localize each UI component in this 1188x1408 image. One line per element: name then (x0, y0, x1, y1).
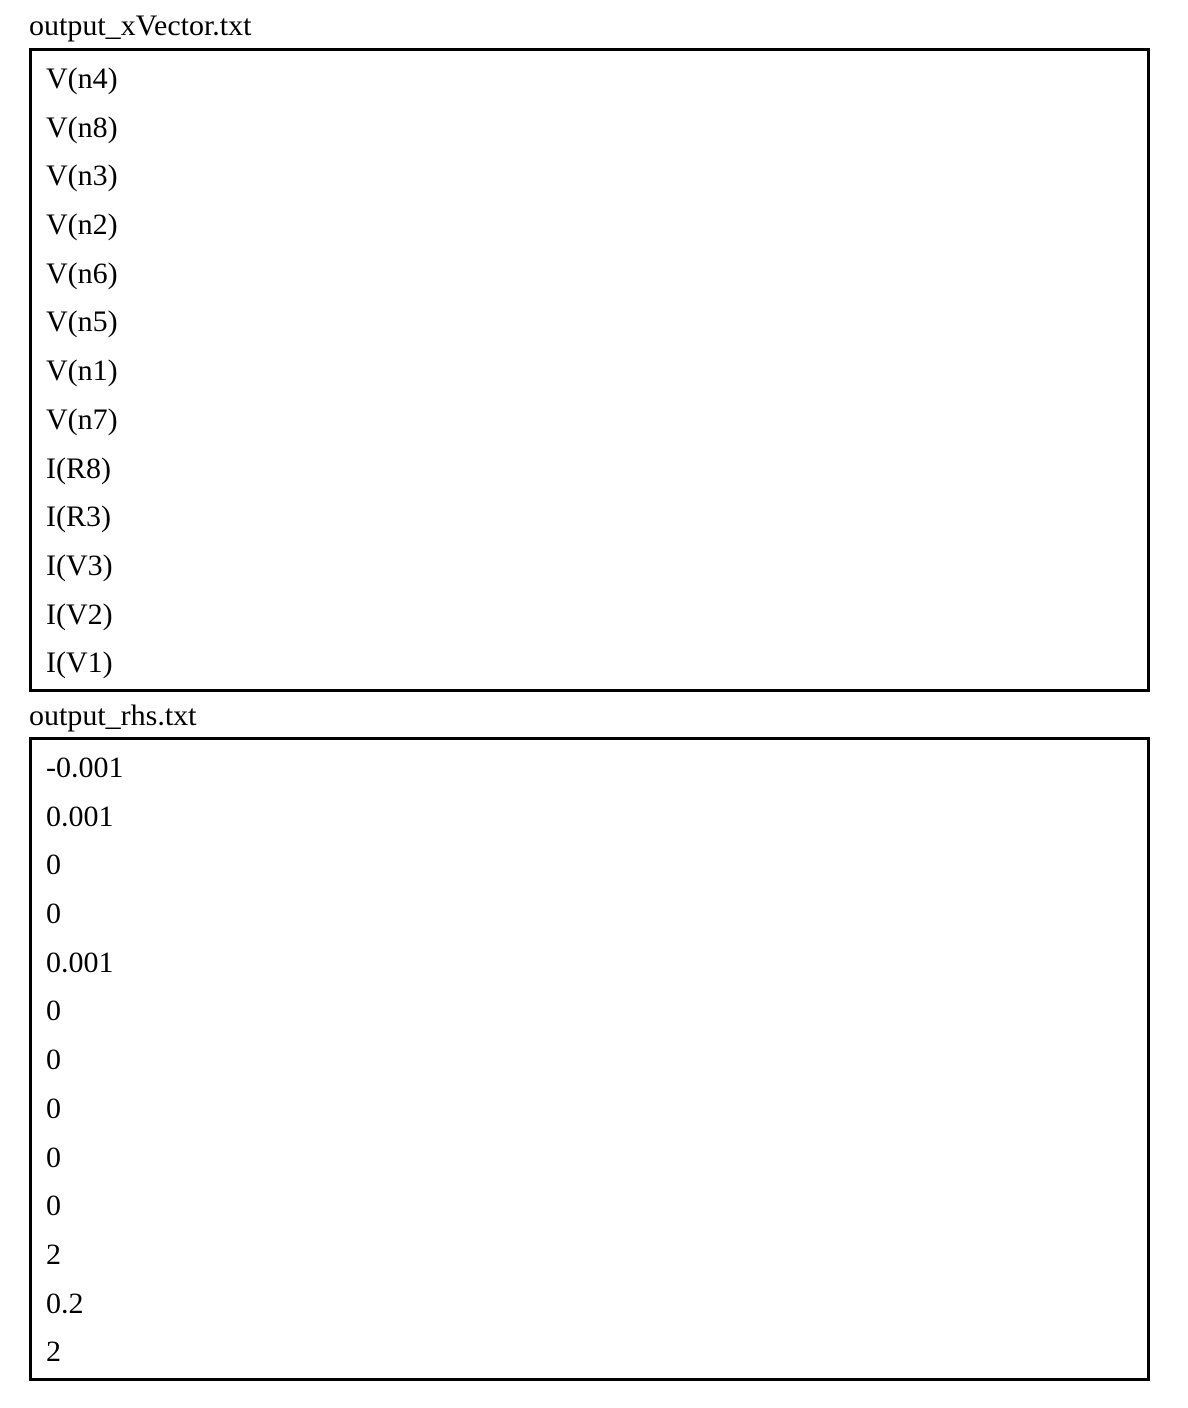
list-item: 0 (46, 994, 61, 1028)
list-item: I(V2) (46, 597, 113, 631)
list-item: 0 (46, 1091, 61, 1125)
file-content-rhs (29, 737, 1150, 1381)
list-item: 2 (46, 1237, 61, 1271)
file-content-xvector (29, 48, 1150, 692)
list-item: V(n6) (46, 256, 118, 290)
list-item: 0 (46, 848, 61, 882)
list-item: 0 (46, 1140, 61, 1174)
list-item: I(V3) (46, 548, 113, 582)
list-item: V(n3) (46, 159, 118, 193)
list-item: V(n7) (46, 402, 118, 436)
file-title-rhs: output_rhs.txt (29, 699, 197, 732)
list-item: 0 (46, 897, 61, 931)
list-item: 2 (46, 1335, 61, 1369)
list-item: V(n2) (46, 208, 118, 242)
list-item: V(n1) (46, 354, 118, 388)
list-item: 0.001 (46, 799, 114, 833)
list-item: 0 (46, 1189, 61, 1223)
file-title-xvector: output_xVector.txt (29, 9, 252, 42)
list-item: 0.001 (46, 945, 114, 979)
list-item: 0.2 (46, 1286, 84, 1320)
list-item: V(n4) (46, 62, 118, 95)
list-item: V(n8) (46, 110, 118, 144)
list-item: I(R3) (46, 500, 111, 534)
list-item: -0.001 (46, 751, 124, 784)
list-item: 0 (46, 1043, 61, 1077)
list-item: V(n5) (46, 305, 118, 339)
list-item: I(R8) (46, 451, 111, 485)
list-item: I(V1) (46, 646, 113, 680)
